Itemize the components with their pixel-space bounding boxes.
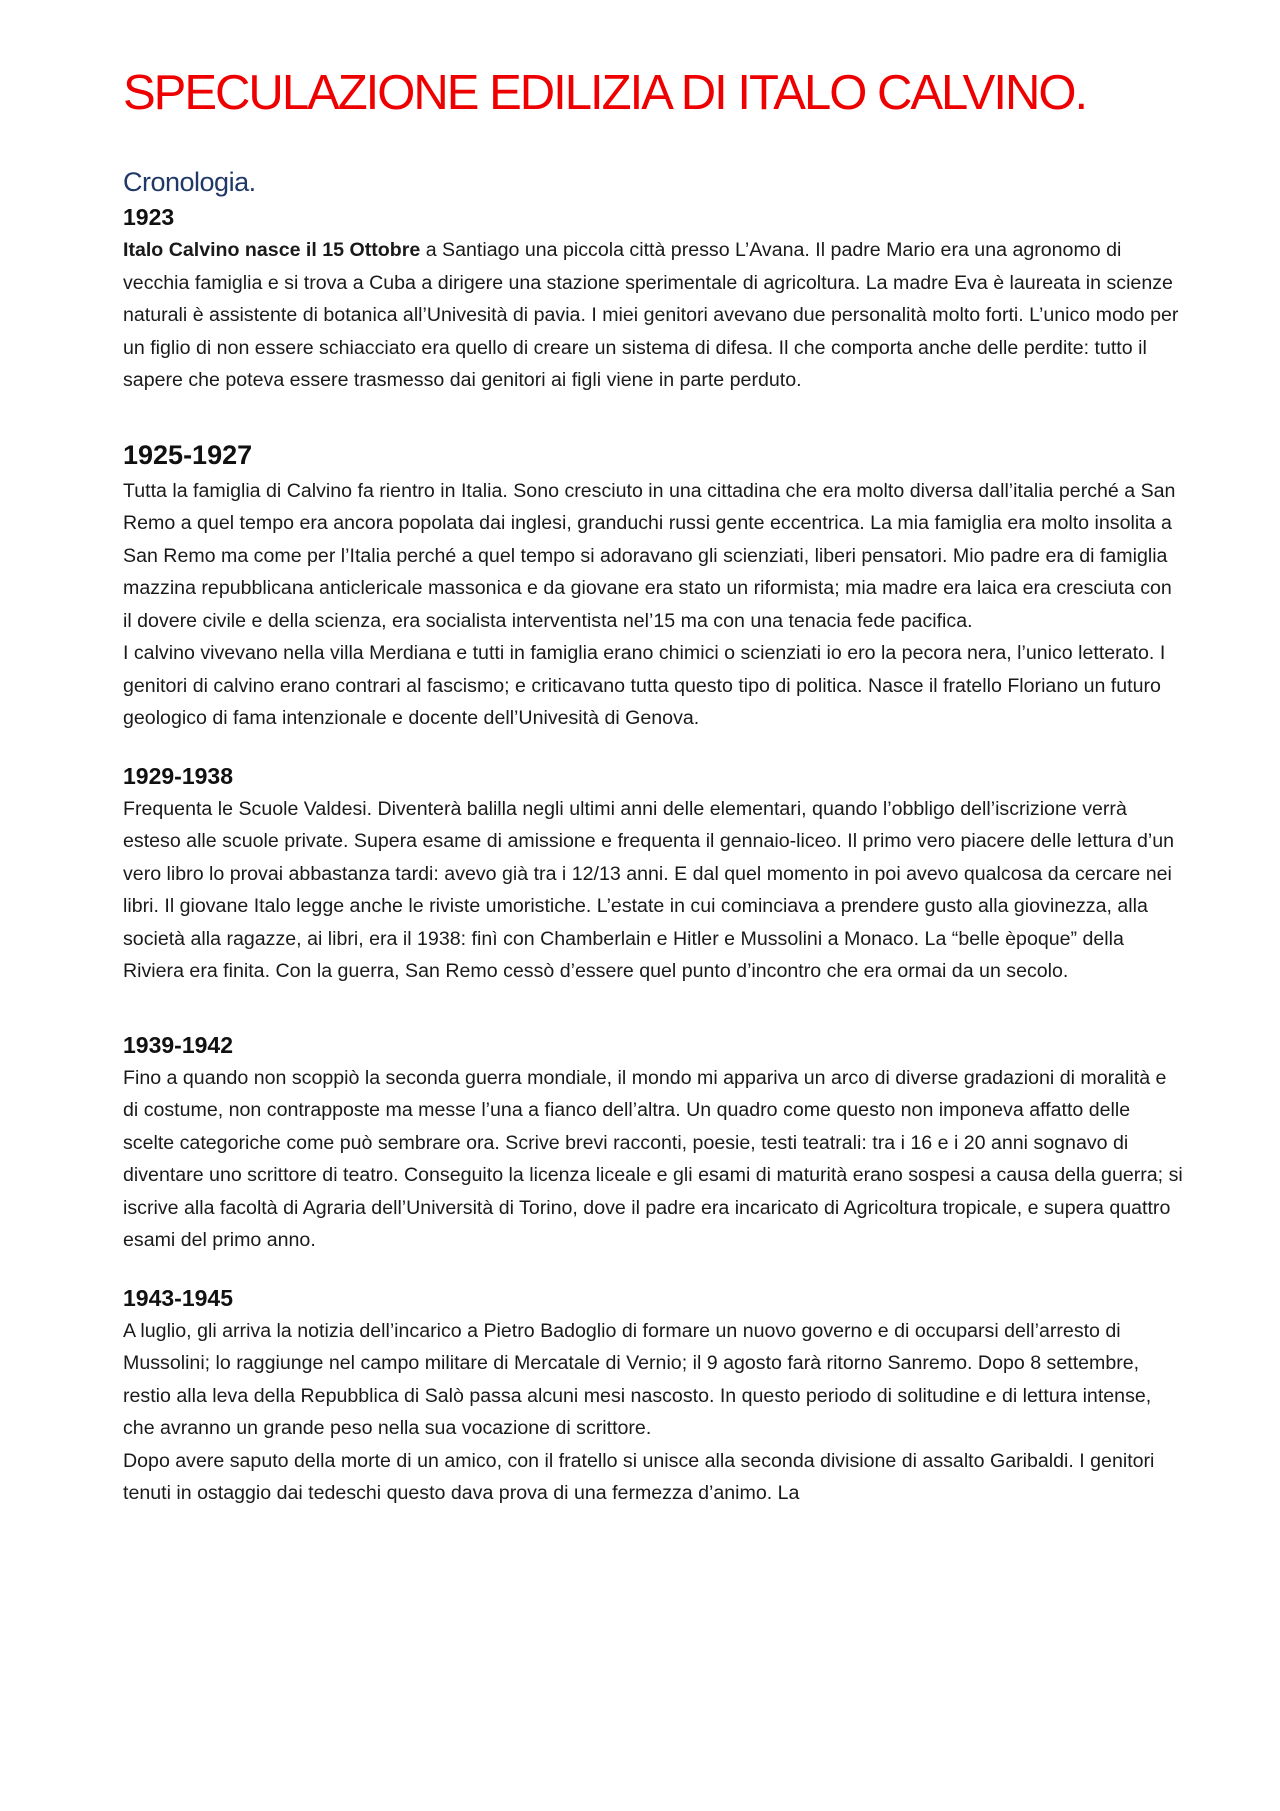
entry-text: A luglio, gli arriva la notizia dell’incarico a Pietro Badoglio di formare un nuovo governo e di occuparsi dell’arresto di Mussolini; lo raggiunge nel campo militare di Mercatale di Vernio; il 9 agosto farà ritorno Sanremo. Dopo 8 settembre, restio alla leva della Repubblica di Salò passa alcuni mesi nascosto. In questo periodo di solitudine e di lettura intense, che avranno un grande peso nella sua vocazione di scrittore. [123, 1319, 1152, 1439]
entry-year: 1939-1942 [123, 1031, 233, 1058]
chronology-entry [123, 1281, 1183, 1510]
entry-text [123, 234, 1183, 397]
entry-year: 1943-1945 [123, 1284, 233, 1311]
section-title: Cronologia. [123, 167, 256, 197]
entry-year: 1923 [123, 204, 175, 230]
chronology-entry [123, 435, 1183, 735]
entry-text: Frequenta le Scuole Valdesi. Diventerà balilla negli ultimi anni delle elementari, quando l’obbligo dell’iscrizione verrà esteso alle scuole private. Supera esame di amissione e frequenta il gennaio-liceo. Il primo vero piacere delle lettura d’un vero libro lo provai abbastanza tardi: avevo già tra i 12/13 anni. E dal quel momento in poi avevo qualcosa da cercare nei libri. Il giovane Italo legge anche le riviste umoristiche. L’estate in cui cominciava a prendere gusto alla giovinezza, alla società alla ragazze, ai libri, era il 1938: finì con Chamberlain e Hitler e Mussolini a Monaco. La “belle èpoque” della Riviera era finita. Con la guerra, San Remo cessò d’essere quel punto d’incontro che era ormai da un secolo. [123, 797, 1175, 982]
entry-year: 1925-1927 [123, 439, 253, 470]
entry-text-continued: Dopo avere saputo della morte di un amico, con il fratello si unisce alla seconda divisione di assalto Garibaldi. I genitori tenuti in ostaggio dai tedeschi questo dava prova di una fermezza d’animo. La [123, 1449, 1155, 1504]
entry-body: a Santiago una piccola città presso L’Avana. Il padre Mario era una agronomo di vecchia famiglia e si trova a Cuba a dirigere una stazione sperimentale di agricoltura. La madre Eva è laureata in scienze naturali è assistente di botanica all’Univesità di pavia. I miei genitori avevano due personalità molto forti. L’unico modo per un figlio di non essere schiacciato era quello di creare un sistema di difesa. Il che comporta anche delle perdite: tutto il sapere che poteva essere trasmesso dai genitori ai figli viene in parte perduto. [123, 239, 1179, 391]
chronology-entry [123, 759, 1183, 988]
entry-lead-bold: Italo Calvino nasce il 15 Ottobre [123, 239, 421, 261]
entry-text: Fino a quando non scoppiò la seconda guerra mondiale, il mondo mi appariva un arco di diverse gradazioni di moralità e di costume, non contrapposte ma messe l’una a fianco dell’altra. Un quadro come questo non imponeva affatto delle scelte categoriche come può sembrare ora. Scrive brevi racconti, poesie, testi teatrali: tra i 16 e i 20 anni sognavo di diventare uno scrittore di teatro. Conseguito la licenza liceale e gli esami di maturità erano sospesi a causa della guerra; si iscrive alla facoltà di Agraria dell’Università di Torino, dove il padre era incaricato di Agricoltura tropicale, e supera quattro esami del primo anno. [123, 1066, 1183, 1251]
entry-text: Tutta la famiglia di Calvino fa rientro in Italia. Sono cresciuto in una cittadina che era molto diversa dall’italia perché a San Remo a quel tempo era ancora popolata dai inglesi, granduchi russi gente eccentrica. La mia famiglia era molto insolita a San Remo ma come per l’Italia perché a quel tempo si adoravano gli scienziati, liberi pensatori. Mio padre era di famiglia mazzina repubblicana anticlericale massonica e da giovane era stato un riformista; mia madre era laica era cresciuta con il dovere civile e della scienza, era socialista interventista nel’15 ma con una tenacia fede pacifica. [123, 479, 1176, 632]
entry-year: 1929-1938 [123, 762, 233, 789]
document-title: SPECULAZIONE EDILIZIA DI ITALO CALVINO. [123, 66, 1087, 120]
entry-text-continued: I calvino vivevano nella villa Merdiana e tutti in famiglia erano chimici o scienziati io ero la pecora nera, l’unico letterato. I genitori di calvino erano contrari al fascismo; e criticavano tutta questo tipo di politica. Nasce il fratello Floriano un futuro geologico di fama intenzionale e docente dell’Univesità di Genova. [123, 642, 1166, 729]
chronology-entry [123, 200, 1183, 397]
document-page [123, 58, 1183, 1510]
chronology-entry [123, 1028, 1183, 1257]
